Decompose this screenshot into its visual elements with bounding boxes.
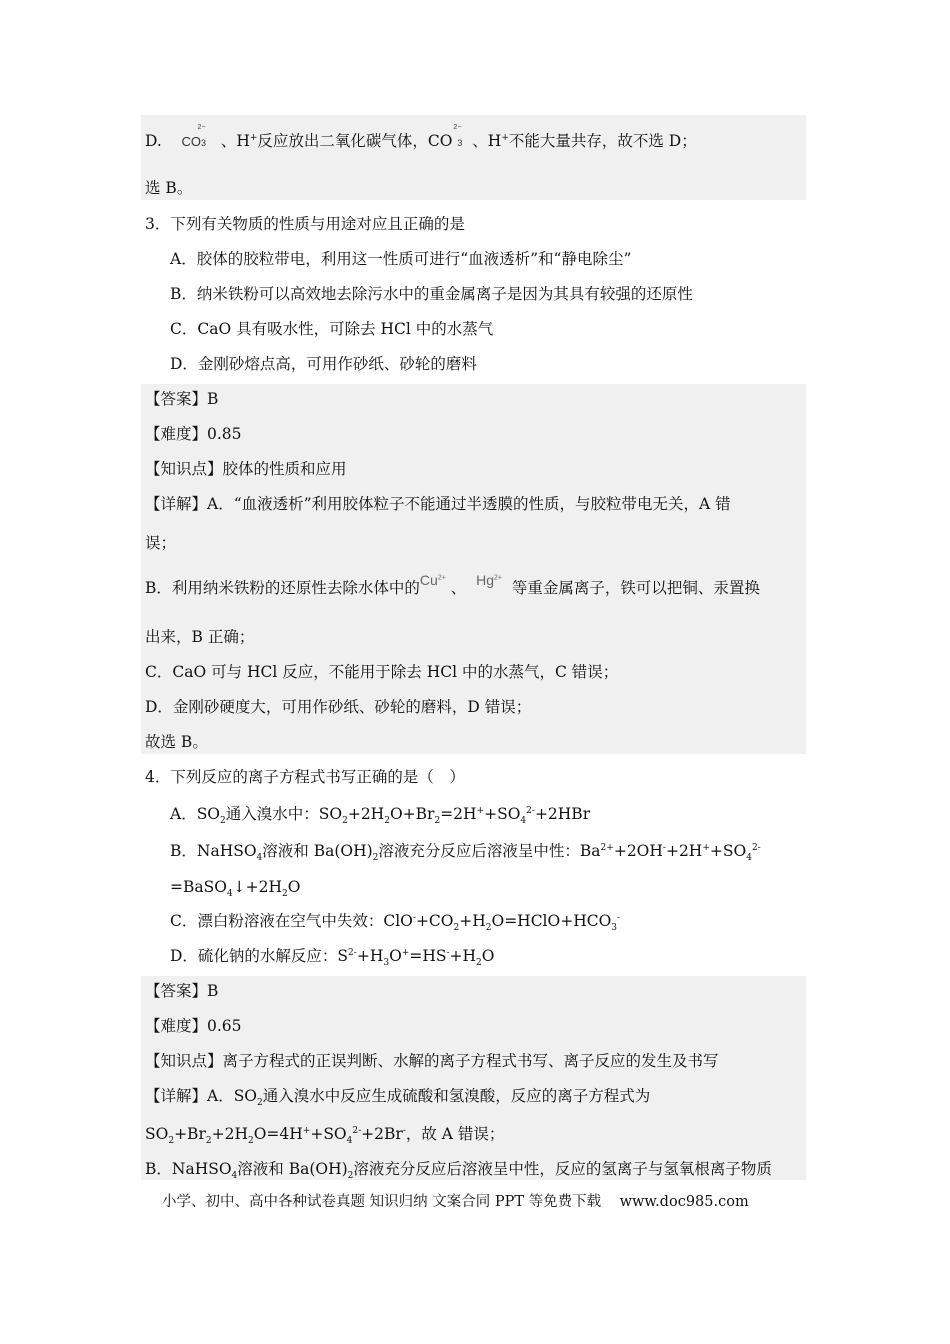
q4-detail-b-line1: B．NaHSO$_4$溶液和 $Ba(OH)_2$溶液充分反应后溶液呈中性，反应的氢离子与氢氧根离子物质 <box>145 1160 772 1182</box>
q3-answer: 【答案】B <box>145 390 219 408</box>
q3-conclusion: 故选 B。 <box>145 733 208 751</box>
copper-ion: $Cu^{2+}$ <box>419 572 446 588</box>
q4-difficulty: 【难度】0.65 <box>145 1017 242 1035</box>
carbonate-ion: CO 2− $_3$ <box>181 124 207 149</box>
q3-detail-d: D．金刚砂硬度大，可用作砂纸、砂轮的磨料，D 错误； <box>145 698 532 716</box>
q4-answer: 【答案】B <box>145 982 219 1000</box>
q4-option-b-line2: $=BaSO_4↓+2H_2O$ <box>170 878 301 900</box>
q3-stem: 3．下列有关物质的性质与用途对应且正确的是 <box>145 215 465 233</box>
prev-option-d-explanation: D. CO 2− $_3$ 、H+反应放出二氧化碳气体，CO 2− $_3$ 、H+不能大量共存，故不选 D； <box>145 124 697 150</box>
q4-detail-a-line1: 【详解】A．$SO_2$通入溴水中反应生成硫酸和氢溴酸，反应的离子方程式为 <box>145 1087 651 1109</box>
q4-option-b-line1: B．NaHSO$_4$溶液和 $Ba(OH)_2$溶液充分反应后溶液呈中性：$Ba^{2+}+2OH^-+2H^++SO_4^{2-}$ <box>170 842 761 864</box>
q4-knowledge: 【知识点】离子方程式的正误判断、水解的离子方程式书写、离子反应的发生及书写 <box>145 1052 719 1070</box>
prev-conclusion: 选 B。 <box>145 179 193 197</box>
footer-text: 小学、初中、高中各种试卷真题 知识归纳 文案合同 PPT 等免费下载 <box>162 1194 602 1210</box>
q4-answer-block <box>141 976 806 1180</box>
footer-url[interactable]: www.doc985.com <box>619 1194 749 1210</box>
carbonate-ion-2: 2− $_3$ <box>453 124 463 148</box>
q4-option-a: A．$SO_2$通入溴水中：$SO_2+2H_2O+Br_2=2H^++SO_4^{2-}+2HBr$ <box>170 805 591 827</box>
q3-detail-a-line1: 【详解】A．“血液透析”利用胶体粒子不能通过半透膜的性质，与胶粒带电无关，A 错 <box>145 495 731 513</box>
q3-detail-a-line2: 误； <box>145 534 177 552</box>
page-footer <box>162 1190 749 1211</box>
q4-detail-a-line2: $SO_2+Br_2+2H_2O=4H^++SO_4^{2-}+2Br^-$，故 A 错误； <box>145 1125 505 1147</box>
q3-difficulty: 【难度】0.85 <box>145 425 242 443</box>
q3-detail-b-line1: B．利用纳米铁粉的还原性去除水体中的$Cu^{2+}$ 、 $Hg^{2+}$ 等重金属离子，铁可以把铜、汞置换 <box>145 572 760 597</box>
q3-detail-c: C．CaO 可与 HCl 反应，不能用于除去 HCl 中的水蒸气，C 错误； <box>145 663 619 681</box>
q3-option-d: D．金刚砂熔点高，可用作砂纸、砂轮的磨料 <box>170 355 477 373</box>
q3-knowledge: 【知识点】胶体的性质和应用 <box>145 460 347 478</box>
prev-answer-block <box>141 115 806 200</box>
q4-stem: 4．下列反应的离子方程式书写正确的是（ ） <box>145 768 465 786</box>
q3-option-b: B．纳米铁粉可以高效地去除污水中的重金属离子是因为其具有较强的还原性 <box>170 285 693 303</box>
q3-detail-b-line2: 出来，B 正确； <box>145 628 255 646</box>
mercury-ion: $Hg^{2+}$ <box>476 572 502 588</box>
q3-option-c: C．CaO 具有吸水性，可除去 HCl 中的水蒸气 <box>170 320 494 338</box>
q4-option-c: C．漂白粉溶液在空气中失效：$ClO^-+CO_2+H_2O=HClO+HCO_3^-$ <box>170 912 621 934</box>
q3-option-a: A．胶体的胶粒带电，利用这一性质可进行“血液透析”和“静电除尘” <box>170 250 632 268</box>
q4-option-d: D．硫化钠的水解反应：$S^{2-}+H_3O^+=HS^-+H_2O$ <box>170 947 495 969</box>
